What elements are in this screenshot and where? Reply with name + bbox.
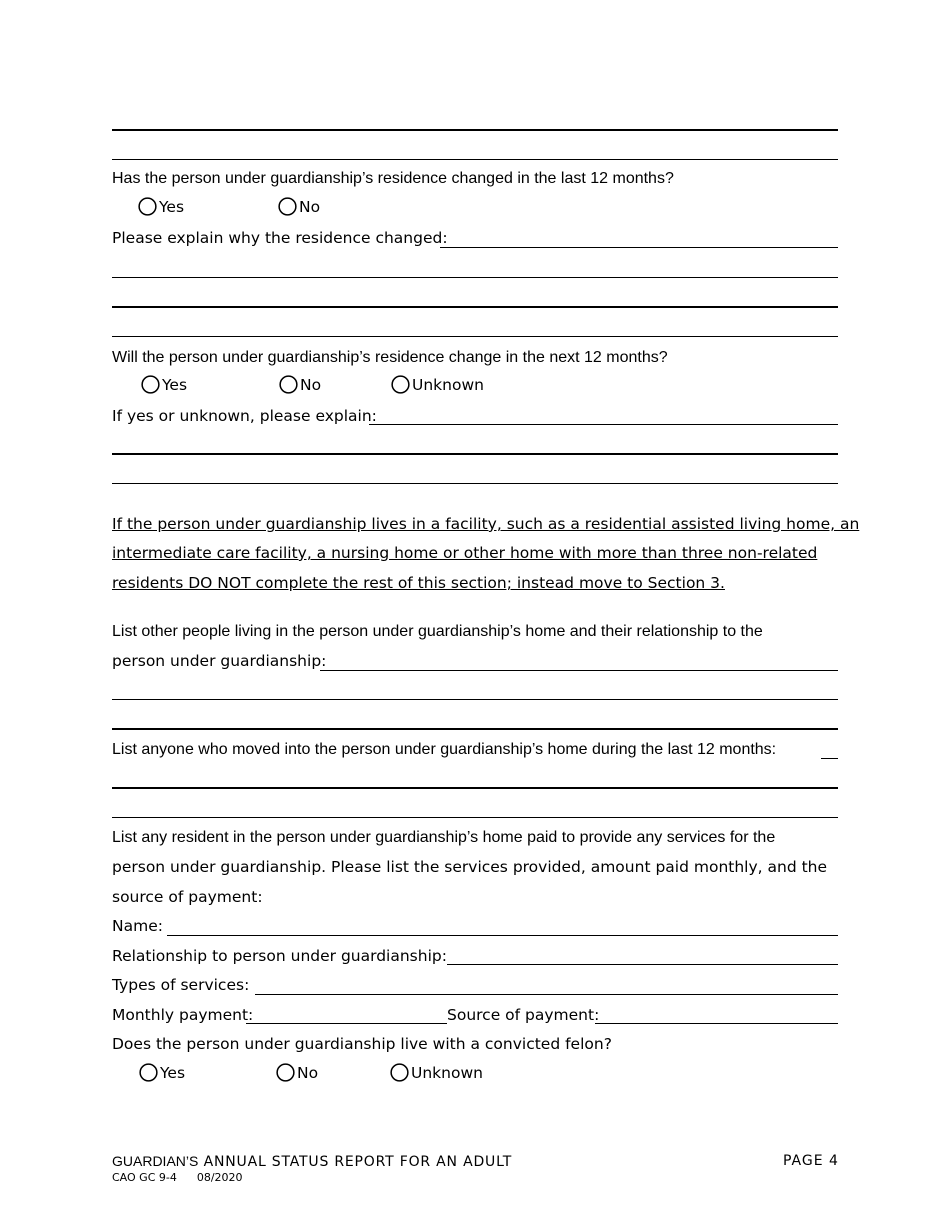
answer-line[interactable] — [112, 306, 838, 308]
answer-line[interactable] — [112, 159, 838, 160]
form-code — [112, 1171, 243, 1184]
felon-unknown-option[interactable] — [390, 1063, 483, 1082]
option-label: Unknown — [411, 1063, 483, 1082]
facility-note-line: intermediate care facility, a nursing home or other home with more than three non-related — [112, 544, 818, 562]
residence-will-change-no-option[interactable] — [279, 375, 321, 394]
answer-line[interactable] — [112, 483, 838, 484]
moved-in-question: List anyone who moved into the person under guardianship’s home during the last 12 months: — [112, 741, 777, 758]
option-label: No — [300, 375, 322, 394]
radio-circle-icon[interactable] — [390, 1063, 409, 1082]
name-label: Name: — [112, 917, 163, 935]
other-people-field[interactable] — [320, 670, 838, 671]
residence-will-change-question: Will the person under guardianship’s residence change in the next 12 months? — [112, 349, 668, 366]
facility-note-line: If the person under guardianship lives in a facility, such as a residential assisted living home, an — [112, 515, 860, 533]
facility-note-line: residents DO NOT complete the rest of this section; instead move to Section 3. — [112, 574, 725, 592]
paid-resident-prompt-cont: person under guardianship. Please list the services provided, amount paid monthly, and the — [112, 858, 828, 876]
option-label: No — [297, 1063, 319, 1082]
answer-line[interactable] — [112, 699, 838, 700]
paid-resident-prompt: List any resident in the person under guardianship’s home paid to provide any services for the — [112, 829, 776, 846]
residence-will-change-explain-field[interactable] — [369, 424, 838, 425]
relationship-label: Relationship to person under guardianship: — [112, 947, 447, 965]
residence-changed-question: Has the person under guardianship’s residence changed in the last 12 months? — [112, 170, 674, 187]
option-label: Yes — [162, 375, 188, 394]
answer-line[interactable] — [112, 787, 838, 789]
moved-in-field[interactable] — [821, 758, 838, 759]
option-label: Unknown — [412, 375, 484, 394]
residence-will-change-explain-label: If yes or unknown, please explain: — [112, 407, 377, 425]
felon-question: Does the person under guardianship live with a convicted felon? — [112, 1035, 612, 1053]
relationship-field[interactable] — [447, 964, 838, 965]
answer-line[interactable] — [112, 817, 838, 818]
residence-will-change-unknown-option[interactable] — [391, 375, 484, 394]
source-of-payment-field[interactable] — [595, 1023, 838, 1024]
residence-changed-yes-option[interactable] — [138, 197, 184, 216]
option-label: No — [299, 197, 321, 216]
answer-line[interactable] — [112, 129, 838, 131]
monthly-payment-label: Monthly payment: — [112, 1006, 254, 1024]
other-people-prompt: List other people living in the person under guardianship’s home and their relationship to the — [112, 623, 763, 640]
answer-line[interactable] — [112, 336, 838, 337]
residence-will-change-yes-option[interactable] — [141, 375, 187, 394]
paid-resident-prompt-cont: source of payment: — [112, 888, 263, 906]
option-label: Yes — [159, 197, 185, 216]
radio-circle-icon[interactable] — [141, 375, 160, 394]
felon-no-option[interactable] — [276, 1063, 318, 1082]
radio-circle-icon[interactable] — [139, 1063, 158, 1082]
monthly-payment-field[interactable] — [246, 1023, 447, 1024]
page-number: PAGE 4 — [783, 1153, 839, 1169]
services-label: Types of services: — [112, 976, 250, 994]
radio-circle-icon[interactable] — [278, 197, 297, 216]
answer-line[interactable] — [112, 728, 838, 730]
felon-yes-option[interactable] — [139, 1063, 185, 1082]
radio-circle-icon[interactable] — [138, 197, 157, 216]
other-people-prompt-cont: person under guardianship: — [112, 652, 327, 670]
form-title — [112, 1153, 512, 1170]
radio-circle-icon[interactable] — [276, 1063, 295, 1082]
form-code-date: 08/2020 — [196, 1171, 243, 1184]
residence-changed-no-option[interactable] — [278, 197, 320, 216]
name-field[interactable] — [167, 935, 838, 936]
form-code-id: CAO GC 9-4 — [112, 1171, 177, 1184]
form-title-part: ANNUAL STATUS REPORT FOR AN ADULT — [198, 1154, 513, 1170]
source-of-payment-label: Source of payment: — [447, 1006, 600, 1024]
option-label: Yes — [160, 1063, 186, 1082]
answer-line[interactable] — [112, 453, 838, 455]
form-title-part: GUARDIAN’S — [112, 1153, 199, 1169]
radio-circle-icon[interactable] — [391, 375, 410, 394]
radio-circle-icon[interactable] — [279, 375, 298, 394]
services-field[interactable] — [255, 994, 838, 995]
answer-line[interactable] — [112, 277, 838, 278]
residence-changed-explain-label: Please explain why the residence changed: — [112, 229, 448, 247]
residence-changed-explain-field[interactable] — [440, 247, 838, 248]
